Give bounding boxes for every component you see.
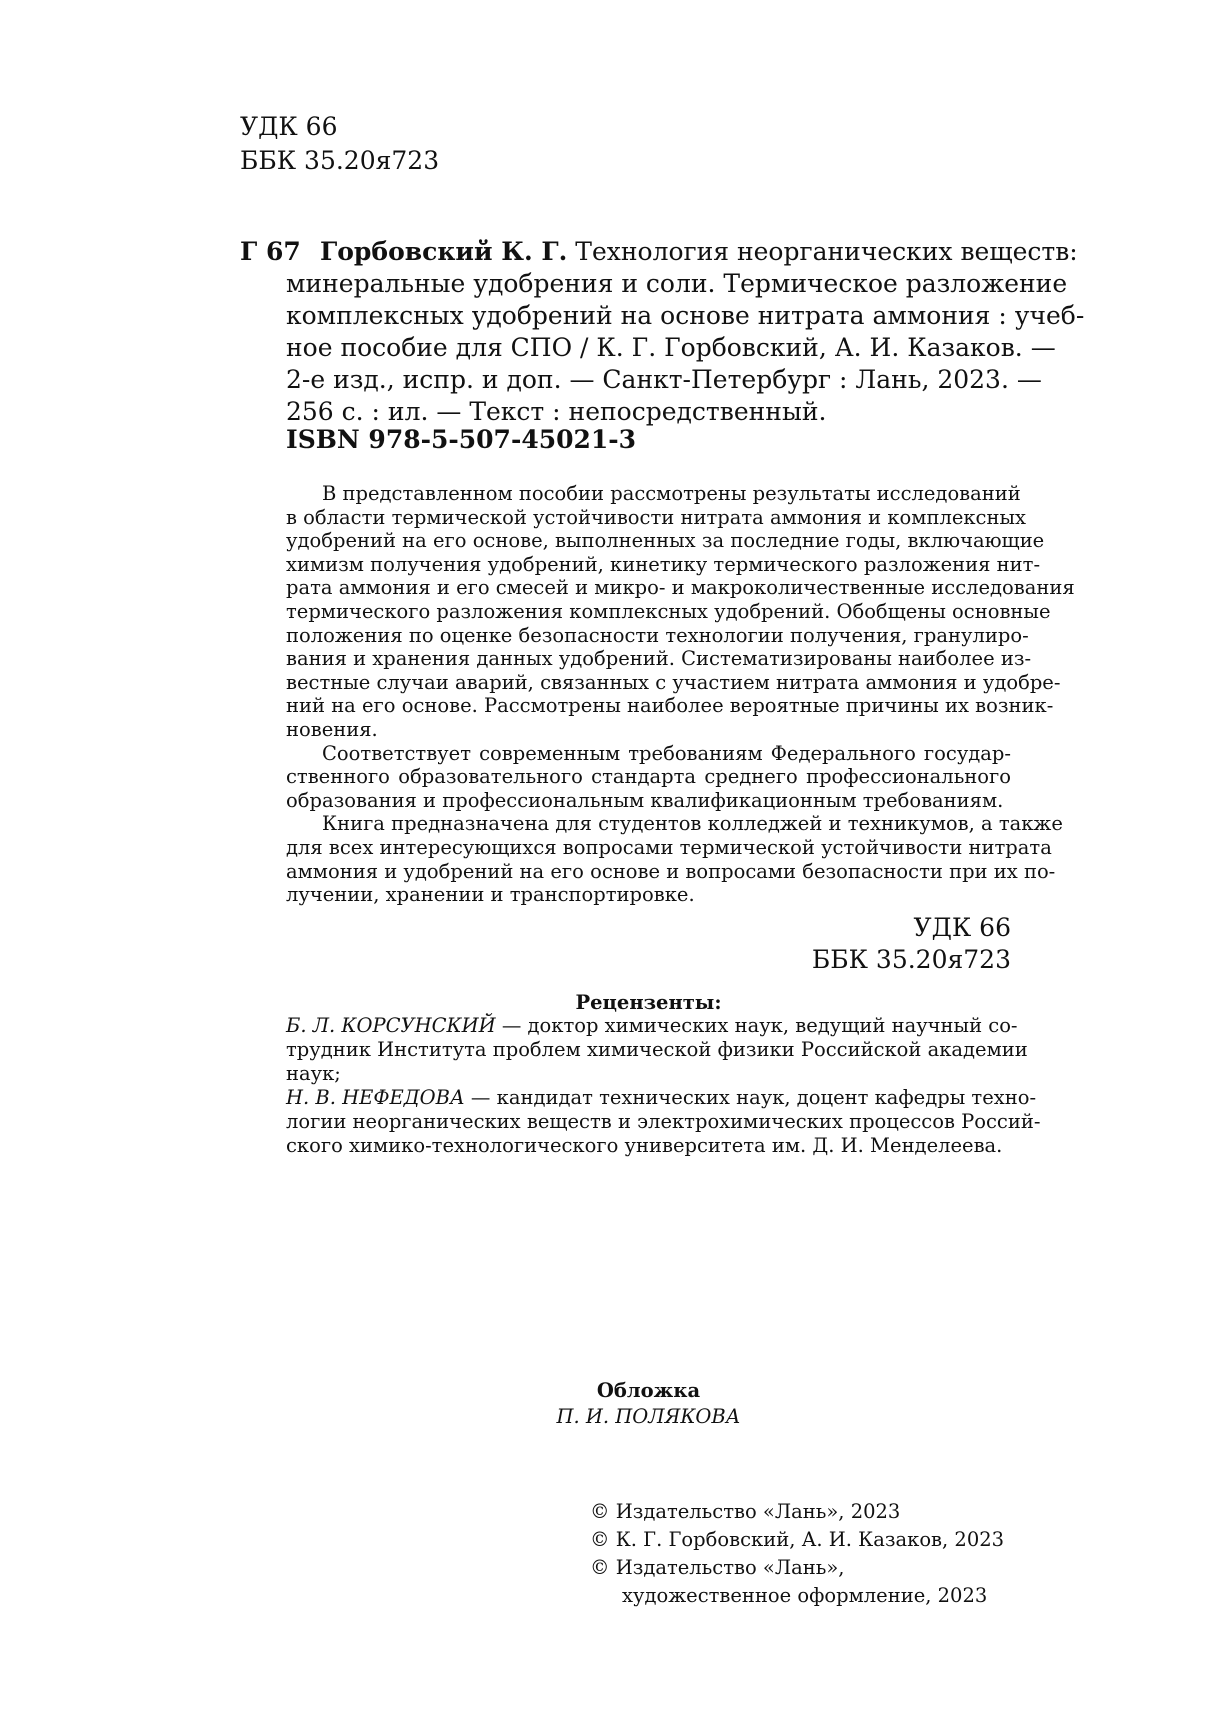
abstract-line: удобрений на его основе, выполненных за последние годы, включающие <box>286 529 1045 553</box>
abstract <box>286 482 1075 907</box>
reviewer-line: Н. В. НЕФЕДОВА — кандидат технических наук, доцент кафедры техно- <box>286 1086 1037 1109</box>
top-classification <box>240 110 439 178</box>
abstract-line: В представленном пособии рассмотрены результаты исследований <box>322 482 1021 505</box>
abstract-line: лучении, хранении и транспортировке. <box>286 883 695 907</box>
cover-credit <box>286 1378 1011 1430</box>
reviewer-name: Н. В. НЕФЕДОВА <box>286 1086 465 1109</box>
biblio-line: Горбовский К. Г. Технология неорганических веществ: <box>320 237 1078 266</box>
abstract-line: в области термической устойчивости нитрата аммония и комплексных <box>286 505 1026 529</box>
reviewer-name: Б. Л. КОРСУНСКИЙ <box>286 1014 496 1037</box>
biblio-line: комплексных удобрений на основе нитрата аммония : учеб- <box>286 301 1085 330</box>
abstract-line: вестные случаи аварий, связанных с участием нитрата аммония и удобре- <box>286 670 1061 694</box>
cover-artist: П. И. ПОЛЯКОВА <box>556 1405 741 1428</box>
reviewer-line: логии неорганических веществ и электрохимических процессов Россий- <box>286 1110 1041 1133</box>
copyright-line: художественное оформление, 2023 <box>622 1584 988 1607</box>
reviewers-title: Рецензенты: <box>575 991 722 1014</box>
udk-top: УДК 66 <box>240 112 338 141</box>
abstract-line: образования и профессиональным квалификационным требованиям. <box>286 788 1004 812</box>
biblio-line: ное пособие для СПО / К. Г. Горбовский, А. И. Казаков. — <box>286 333 1056 362</box>
bibliographic-description <box>286 236 1085 428</box>
copyright-block <box>590 1498 1004 1610</box>
reviewer-line: трудник Института проблем химической физики Российской академии <box>286 1038 1028 1061</box>
abstract-line: термического разложения комплексных удобрений. Обобщены основные <box>286 599 1051 623</box>
reviewers-list <box>286 1014 1041 1158</box>
abstract-line: ственного образовательного стандарта среднего профессионального <box>286 765 1011 789</box>
abstract-line: химизм получения удобрений, кинетику термического разложения нит- <box>286 552 1041 576</box>
abstract-line: рата аммония и его смесей и микро- и макроколичественные исследования <box>286 576 1075 600</box>
cover-label: Обложка <box>596 1379 701 1402</box>
copyright-line: © Издательство «Лань», 2023 <box>590 1500 901 1523</box>
abstract-line: аммония и удобрений на его основе и вопросами безопасности при их по- <box>286 859 1056 883</box>
abstract-line: для всех интересующихся вопросами термической устойчивости нитрата <box>286 835 1052 859</box>
reviewer-line: наук; <box>286 1062 341 1085</box>
reviewer-line: ского химико-технологического университета им. Д. И. Менделеева. <box>286 1134 1003 1157</box>
reviewer-line: Б. Л. КОРСУНСКИЙ — доктор химических наук, ведущий научный со- <box>286 1014 1018 1037</box>
bottom-classification <box>812 912 1011 976</box>
abstract-line: положения по оценке безопасности технологии получения, гранулиро- <box>286 623 1029 647</box>
abstract-line: вания и хранения данных удобрений. Систематизированы наиболее из- <box>286 647 1032 671</box>
copyright-line: © Издательство «Лань», <box>590 1556 845 1579</box>
biblio-line: 2-е изд., испр. и доп. — Санкт-Петербург : Лань, 2023. — <box>286 365 1042 394</box>
biblio-line: 256 с. : ил. — Текст : непосредственный. <box>286 397 827 426</box>
author-mark: Г 67 <box>240 237 301 266</box>
abstract-line: новения. <box>286 717 378 741</box>
bbk-bottom: ББК 35.20я723 <box>811 945 1011 974</box>
abstract-line: Книга предназначена для студентов колледжей и техникумов, а также <box>322 812 1063 836</box>
isbn: ISBN 978-5-507-45021-3 <box>286 425 637 454</box>
biblio-line: минеральные удобрения и соли. Термическое разложение <box>286 269 1068 298</box>
bbk-top: ББК 35.20я723 <box>240 146 440 175</box>
udk-bottom: УДК 66 <box>913 913 1011 942</box>
author-name: Горбовский К. Г. <box>320 237 568 266</box>
abstract-line: ний на его основе. Рассмотрены наиболее вероятные причины их возник- <box>286 694 1054 718</box>
copyright-line: © К. Г. Горбовский, А. И. Казаков, 2023 <box>590 1528 1005 1551</box>
abstract-line: Соответствует современным требованиям Федерального государ- <box>322 741 1011 765</box>
